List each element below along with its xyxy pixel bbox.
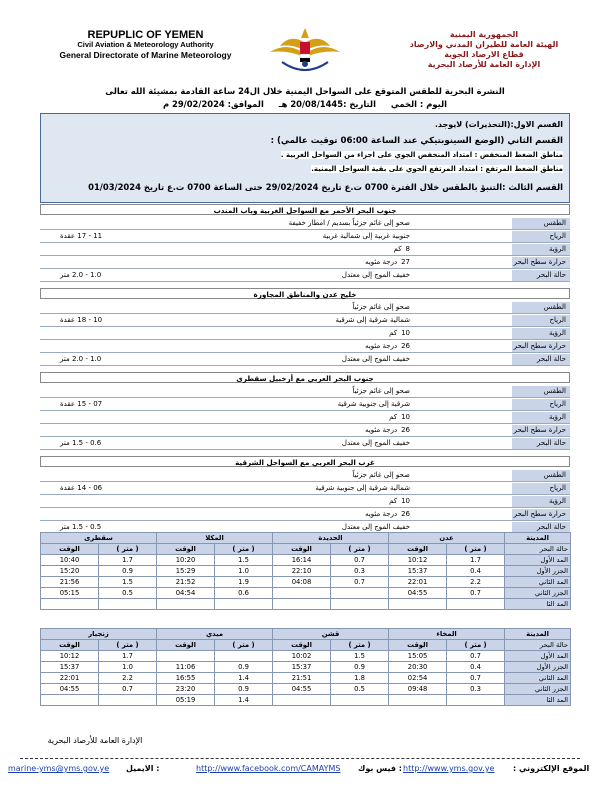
tide-time: 15:37 xyxy=(273,662,331,673)
tide-height: 1.5 xyxy=(331,651,389,662)
tide-time: 10:12 xyxy=(41,651,99,662)
tide-row xyxy=(41,651,571,662)
header-ar-directorate: الإدارة العامة للأرصاد البحرية xyxy=(427,60,541,69)
tide-time: 10:02 xyxy=(273,651,331,662)
tide-row xyxy=(41,695,571,706)
tide-height: 1.0 xyxy=(99,662,157,673)
visibility-unit: كم xyxy=(389,497,398,505)
visibility-unit: كم xyxy=(389,329,398,337)
forecast-row-wind xyxy=(40,315,570,327)
forecast-row-sst xyxy=(40,509,570,521)
sst-unit: درجة مئويه xyxy=(365,258,398,266)
tide-height xyxy=(331,695,389,706)
wave-height: 0.6 - 1.5 متر xyxy=(60,439,102,447)
tide-time: 02:54 xyxy=(389,673,447,684)
tide-height: 0.7 xyxy=(331,577,389,588)
sst-unit: درجة مئويه xyxy=(365,426,398,434)
wind-speed: 10 - 18 عقدة xyxy=(60,316,103,324)
sst-value xyxy=(100,257,410,268)
row-label: حرارة سطح البحر xyxy=(512,341,570,352)
tide-time: 16:55 xyxy=(157,673,215,684)
tide-city-header: المدينة xyxy=(505,629,571,640)
forecast-row-sea xyxy=(40,354,570,366)
low-pressure-row xyxy=(281,151,563,159)
sst-value xyxy=(100,425,410,436)
row-label: الرؤية xyxy=(512,244,570,255)
tide-height: 0.7 xyxy=(447,673,505,684)
wave-height: 0.5 - 1.5 متر xyxy=(60,523,102,531)
wind-direction: شمالية شرقية إلى شرقية xyxy=(335,316,410,324)
tide-sea-state-header: حالة البحر xyxy=(505,640,571,651)
tide-time: 04:08 xyxy=(273,577,331,588)
tide-height: 0.9 xyxy=(215,662,273,673)
forecast-row-sst xyxy=(40,425,570,437)
forecast-row-sea xyxy=(40,270,570,282)
tide-time-header: الوقت xyxy=(41,544,99,555)
sea-state-value: خفيف الموج إلى معتدل xyxy=(341,355,410,363)
tide-time xyxy=(157,599,215,610)
wind-direction: شرقية إلى جنوبية شرقية xyxy=(337,400,410,408)
visibility-value xyxy=(100,412,410,423)
tide-row xyxy=(41,588,571,599)
tide-row xyxy=(41,555,571,566)
tide-row-label: الجزر الأول xyxy=(505,662,571,673)
tide-time xyxy=(41,695,99,706)
forecast-row-visibility xyxy=(40,244,570,256)
tide-height: 1.0 xyxy=(215,566,273,577)
tide-time: 04:55 xyxy=(41,684,99,695)
tide-time: 22:10 xyxy=(273,566,331,577)
row-label: الطقس xyxy=(512,386,570,397)
tide-time: 04:55 xyxy=(389,588,447,599)
section-title: جنوب البحر العربي مع أرخبيل سقطرى xyxy=(40,372,570,383)
tide-city-name: الحديدة xyxy=(273,533,389,544)
tide-time: 15:05 xyxy=(389,651,447,662)
row-label: الطقس xyxy=(512,470,570,481)
tide-time: 15:29 xyxy=(157,566,215,577)
tide-meter-header: ( متر ) xyxy=(447,640,505,651)
high-pressure-text: امتداد المرتفع الجوي على بقية السواحل اليمنية. xyxy=(311,165,478,173)
weather-value: صحو إلى غائم جزئياً xyxy=(352,303,410,311)
tide-height: 0.7 xyxy=(447,651,505,662)
tide-meter-header: ( متر ) xyxy=(99,640,157,651)
tide-city-name: قشن xyxy=(273,629,389,640)
tide-meter-header: ( متر ) xyxy=(447,544,505,555)
tide-time xyxy=(273,599,331,610)
tide-time: 22:01 xyxy=(41,673,99,684)
visibility-number: 8 xyxy=(405,245,410,253)
tide-row-label: المد الثا xyxy=(505,695,571,706)
wind-speed: 07 - 15 عقدة xyxy=(60,400,103,408)
tide-time: 20:30 xyxy=(389,662,447,673)
header-english xyxy=(38,30,253,60)
visibility-number: 10 xyxy=(401,413,410,421)
tide-time: 04:55 xyxy=(273,684,331,695)
tide-time: 15:37 xyxy=(389,566,447,577)
forecast-row-sea xyxy=(40,438,570,450)
tide-city-header: المدينة xyxy=(505,533,571,544)
tide-height: 1.7 xyxy=(99,651,157,662)
tide-meter-header: ( متر ) xyxy=(331,640,389,651)
wave-height: 1.0 - 2.0 متر xyxy=(60,271,102,279)
footer-signature: الإدارة العامة للأرصاد البحرية xyxy=(47,736,143,745)
forecast-row-sst xyxy=(40,341,570,353)
email-label: : الايميل xyxy=(126,764,160,773)
row-label: حالة البحر xyxy=(512,522,570,533)
synoptic-part: القسم الثاني (الوضع السينوبتيكي عند الساعة 06:00 توقيت عالمي) : xyxy=(270,136,563,146)
visibility-unit: كم xyxy=(393,245,402,253)
sea-state-value: خفيف الموج إلى معتدل xyxy=(341,271,410,279)
section-title: غرب البحر العربي مع السواحل الشرقية xyxy=(40,456,570,467)
tide-city-name: ميدي xyxy=(157,629,273,640)
tide-height: 0.4 xyxy=(447,662,505,673)
tide-height: 0.5 xyxy=(331,684,389,695)
tide-time-header: الوقت xyxy=(41,640,99,651)
synoptic-info-box xyxy=(40,113,570,203)
tide-height: 0.9 xyxy=(215,684,273,695)
header-arabic xyxy=(398,30,570,70)
tide-height xyxy=(99,599,157,610)
forecast-row-weather xyxy=(40,302,570,314)
row-label: حرارة سطح البحر xyxy=(512,425,570,436)
tide-height: 0.6 xyxy=(215,588,273,599)
header-ar-country: الجمهورية اليمنية xyxy=(449,30,519,39)
tide-time: 11:06 xyxy=(157,662,215,673)
row-label: الرؤية xyxy=(512,412,570,423)
tide-height xyxy=(215,651,273,662)
forecast-row-wind xyxy=(40,399,570,411)
tide-city-name: عدن xyxy=(389,533,505,544)
tide-time xyxy=(389,695,447,706)
sst-unit: درجة مئويه xyxy=(365,342,398,350)
website-link[interactable]: http://www.yms.gov.ye xyxy=(403,764,495,773)
wind-direction: شمالية شرقية إلى جنوبية شرقية xyxy=(315,484,410,492)
tide-subheader-row xyxy=(41,640,571,651)
tide-time-header: الوقت xyxy=(273,544,331,555)
tide-time: 05:19 xyxy=(157,695,215,706)
visibility-number: 10 xyxy=(401,497,410,505)
tide-height: 0.9 xyxy=(99,566,157,577)
header-ar-authority: الهيئة العامة للطيران المدني والارصاد xyxy=(409,40,559,49)
section-title: جنوب البحر الأحمر مع السواحل الغربية وباب المندب xyxy=(40,204,570,215)
sst-number: 26 xyxy=(401,426,410,434)
tide-city-name: المكلا xyxy=(157,533,273,544)
tide-city-name: سقطرى xyxy=(41,533,157,544)
gregorian-date: الموافق: 29/02/2024 م xyxy=(162,99,264,109)
facebook-link[interactable]: http://www.facebook.com/CAMAYMS xyxy=(196,764,341,773)
tide-height: 1.5 xyxy=(215,555,273,566)
tide-meter-header: ( متر ) xyxy=(99,544,157,555)
tide-time: 15:37 xyxy=(41,662,99,673)
forecast-period-part: القسم الثالث :التنبؤ بالطقس خلال الفترة 0700 ت.ع تاريخ 29/02/2024 حتى الساعة 0700 ت.ع تاريخ 01/03/2024 xyxy=(88,182,563,192)
tide-height: 0.9 xyxy=(331,662,389,673)
tide-height: 0.4 xyxy=(447,566,505,577)
tide-subheader-row xyxy=(41,544,571,555)
sst-value xyxy=(100,509,410,520)
tide-time-header: الوقت xyxy=(389,640,447,651)
sst-unit: درجة مئويه xyxy=(365,510,398,518)
email-link[interactable]: marine-yms@yms.gov.ye xyxy=(8,764,110,773)
wind-direction: جنوبية غربية إلى شمالية غربية xyxy=(322,232,410,240)
tide-time-header: الوقت xyxy=(389,544,447,555)
tide-height xyxy=(331,599,389,610)
tide-row-label: المد الثا xyxy=(505,599,571,610)
tide-height xyxy=(331,588,389,599)
tide-height: 1.7 xyxy=(447,555,505,566)
header-en-directorate: General Directorate of Marine Meteorology xyxy=(59,50,232,60)
row-label: حرارة سطح البحر xyxy=(512,257,570,268)
weather-value: صحو إلى غائم جزئياً بسديم / امطار خفيفة xyxy=(288,219,410,227)
tide-row xyxy=(41,673,571,684)
sst-number: 26 xyxy=(401,510,410,518)
visibility-value xyxy=(100,328,410,339)
row-label: الرياح xyxy=(512,399,570,410)
tide-time: 16:14 xyxy=(273,555,331,566)
tide-time: 21:56 xyxy=(41,577,99,588)
wind-speed: 06 - 14 عقدة xyxy=(60,484,103,492)
tide-time: 04:54 xyxy=(157,588,215,599)
low-pressure-label: مناطق الضغط المنخفض : xyxy=(474,151,563,159)
tide-city-row xyxy=(41,629,571,640)
visibility-number: 10 xyxy=(401,329,410,337)
tide-city-name: المخاء xyxy=(389,629,505,640)
tide-row xyxy=(41,684,571,695)
row-label: الرياح xyxy=(512,231,570,242)
wave-height: 1.0 - 2.0 متر xyxy=(60,355,102,363)
low-pressure-text: امتداد المنخفض الجوي على اجزاء من السواحل الغربية . xyxy=(280,151,473,159)
tide-table-2 xyxy=(40,628,571,706)
tide-time-header: الوقت xyxy=(157,640,215,651)
row-label: الطقس xyxy=(512,218,570,229)
row-label: حالة البحر xyxy=(512,354,570,365)
sea-state-value: خفيف الموج إلى معتدل xyxy=(341,439,410,447)
tide-height: 0.3 xyxy=(331,566,389,577)
high-pressure-label: مناطق الضغط المرتفع : xyxy=(480,165,563,173)
weather-value: صحو إلى غائم جزئياً xyxy=(352,471,410,479)
tide-row-label: المد الأول xyxy=(505,651,571,662)
tide-row-label: الجزر الأول xyxy=(505,566,571,577)
header-ar-sector: قطاع الارصاد الجوية xyxy=(444,50,524,59)
tide-city-row xyxy=(41,533,571,544)
tide-row xyxy=(41,566,571,577)
tide-row-label: المد الأول xyxy=(505,555,571,566)
row-label: الرؤية xyxy=(512,328,570,339)
tide-time: 09:48 xyxy=(389,684,447,695)
tide-time: 21:51 xyxy=(273,673,331,684)
tide-height: 0.7 xyxy=(331,555,389,566)
row-label: حالة البحر xyxy=(512,438,570,449)
tide-time xyxy=(157,651,215,662)
tide-row xyxy=(41,662,571,673)
tide-time xyxy=(273,695,331,706)
forecast-row-wind xyxy=(40,483,570,495)
tide-meter-header: ( متر ) xyxy=(215,640,273,651)
forecast-row-visibility xyxy=(40,412,570,424)
tide-row xyxy=(41,599,571,610)
tide-row-label: المد الثاني xyxy=(505,577,571,588)
tide-time-header: الوقت xyxy=(157,544,215,555)
tide-row xyxy=(41,577,571,588)
row-label: حرارة سطح البحر xyxy=(512,509,570,520)
bulletin-date-line xyxy=(40,99,570,109)
forecast-row-visibility xyxy=(40,496,570,508)
tide-row-label: المد الثاني xyxy=(505,673,571,684)
facebook-label: : فيس بوك xyxy=(358,764,402,773)
weather-value: صحو إلى غائم جزئياً xyxy=(352,387,410,395)
row-label: الرياح xyxy=(512,315,570,326)
forecast-row-weather xyxy=(40,470,570,482)
header-en-country: REPUPLIC OF YEMEN xyxy=(87,29,204,41)
tide-height: 0.3 xyxy=(447,684,505,695)
tide-sea-state-header: حالة البحر xyxy=(505,544,571,555)
forecast-row-wind xyxy=(40,231,570,243)
sst-value xyxy=(100,341,410,352)
tide-height: 2.2 xyxy=(99,673,157,684)
tide-city-name: زنجبار xyxy=(41,629,157,640)
tide-time: 10:12 xyxy=(389,555,447,566)
tide-height: 1.4 xyxy=(215,673,273,684)
tide-height: 1.7 xyxy=(99,555,157,566)
tide-time: 22:01 xyxy=(389,577,447,588)
tide-height xyxy=(215,599,273,610)
tide-time: 23:20 xyxy=(157,684,215,695)
forecast-row-weather xyxy=(40,386,570,398)
sst-number: 26 xyxy=(401,342,410,350)
tide-height xyxy=(99,695,157,706)
day-label: اليوم : الخمي xyxy=(390,99,448,109)
tide-height xyxy=(447,599,505,610)
website-label: الموقع الإلكتروني : xyxy=(513,764,590,773)
tide-row-label: الجزر الثاني xyxy=(505,684,571,695)
forecast-row-sst xyxy=(40,257,570,269)
visibility-unit: كم xyxy=(389,413,398,421)
sea-state-value: خفيف الموج إلى معتدل xyxy=(341,523,410,531)
tide-time: 21:52 xyxy=(157,577,215,588)
section-title: خليج عدن والمناطق المجاورة xyxy=(40,288,570,299)
tide-height xyxy=(447,695,505,706)
tide-height: 1.8 xyxy=(331,673,389,684)
forecast-row-weather xyxy=(40,218,570,230)
row-label: الرؤية xyxy=(512,496,570,507)
tide-time: 10:40 xyxy=(41,555,99,566)
tide-table-1 xyxy=(40,532,571,610)
tide-row-label: الجزر الثاني xyxy=(505,588,571,599)
header-en-authority: Civil Aviation & Meteorology Authority xyxy=(77,40,214,49)
visibility-value xyxy=(100,244,410,255)
forecast-row-visibility xyxy=(40,328,570,340)
tide-height: 1.4 xyxy=(215,695,273,706)
tide-height: 1.5 xyxy=(99,577,157,588)
visibility-value xyxy=(100,496,410,507)
row-label: حالة البحر xyxy=(512,270,570,281)
tide-time: 15:20 xyxy=(41,566,99,577)
tide-time: 10:20 xyxy=(157,555,215,566)
footer-divider xyxy=(20,758,580,759)
tide-time xyxy=(273,588,331,599)
tide-height: 1.9 xyxy=(215,577,273,588)
tide-height: 0.5 xyxy=(99,588,157,599)
tide-height: 2.2 xyxy=(447,577,505,588)
sst-number: 27 xyxy=(401,258,410,266)
bulletin-title: النشرة البحرية للطقس المتوقع على السواحل اليمنية خلال ال24 ساعة القادمة بمشيئة الله تعالى xyxy=(105,86,505,96)
wind-speed: 11 - 17 عقدة xyxy=(60,232,103,240)
high-pressure-row xyxy=(311,165,563,173)
tide-time xyxy=(41,599,99,610)
row-label: الرياح xyxy=(512,483,570,494)
row-label: الطقس xyxy=(512,302,570,313)
tide-height: 0.7 xyxy=(99,684,157,695)
authority-logo-icon xyxy=(260,24,350,82)
warnings-part: القسم الاول:(التحذيرات) لايوجد. xyxy=(434,120,563,129)
tide-height: 0.7 xyxy=(447,588,505,599)
tide-time-header: الوقت xyxy=(273,640,331,651)
hijri-date: التاريخ :20/08/1445 هـ xyxy=(278,99,376,109)
tide-time: 05:15 xyxy=(41,588,99,599)
tide-time xyxy=(389,599,447,610)
tide-meter-header: ( متر ) xyxy=(215,544,273,555)
tide-meter-header: ( متر ) xyxy=(331,544,389,555)
